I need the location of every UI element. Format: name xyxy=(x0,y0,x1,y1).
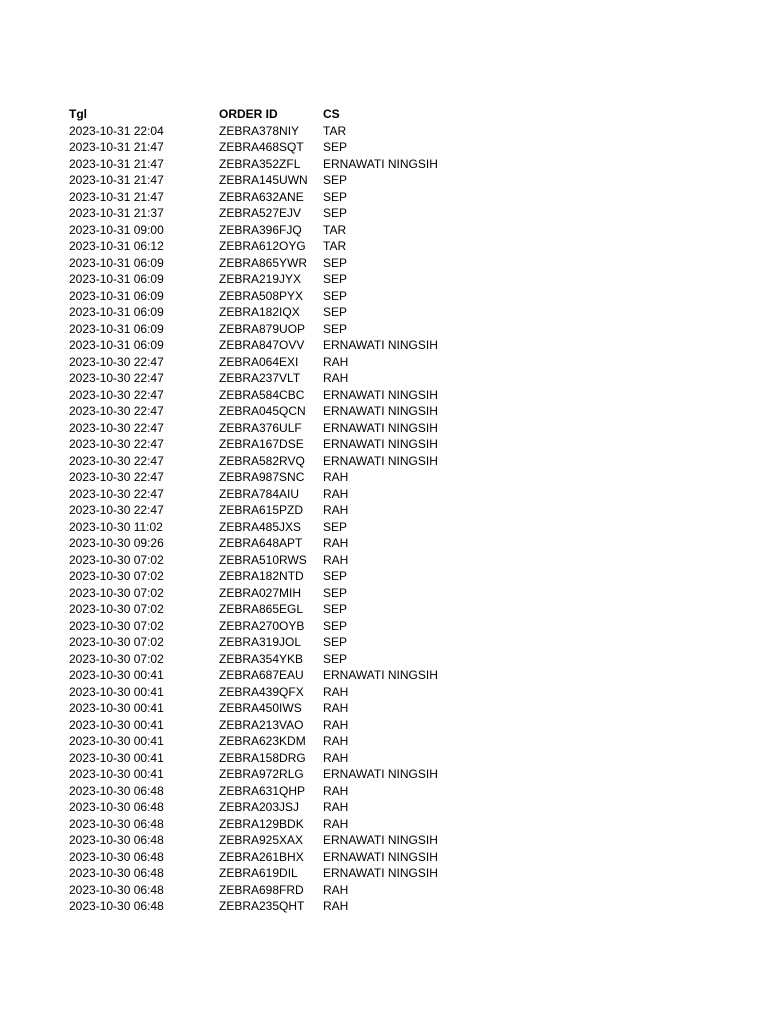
table-row xyxy=(69,601,523,618)
cell-cs: SEP xyxy=(323,618,348,633)
cell-cs: RAH xyxy=(323,816,349,831)
table-row xyxy=(69,337,523,354)
table-row xyxy=(69,123,523,140)
cell-order-id: ZEBRA167DSE xyxy=(219,437,304,451)
cell-order-id: ZEBRA485JXS xyxy=(219,519,302,534)
cell-cs: SEP xyxy=(323,651,348,666)
cell-cs: RAH xyxy=(323,750,349,765)
cell-tgl: 2023-10-30 07:02 xyxy=(69,618,164,633)
cell-cs: ERNAWATI NINGSIH xyxy=(323,404,438,418)
cell-tgl: 2023-10-30 06:48 xyxy=(69,882,164,897)
cell-tgl: 2023-10-31 09:00 xyxy=(69,222,164,237)
cell-tgl: 2023-10-30 00:41 xyxy=(69,668,164,682)
table-row xyxy=(69,634,523,651)
cell-tgl: 2023-10-30 00:41 xyxy=(69,717,164,732)
header-order-id: ORDER ID xyxy=(219,107,278,121)
table-row xyxy=(69,205,523,222)
table-row xyxy=(69,370,523,387)
cell-order-id: ZEBRA378NIY xyxy=(219,123,300,138)
cell-order-id: ZEBRA619DIL xyxy=(219,866,298,880)
cell-order-id: ZEBRA352ZFL xyxy=(219,156,301,171)
table-row xyxy=(69,816,523,833)
cell-tgl: 2023-10-30 06:48 xyxy=(69,833,164,847)
cell-cs: SEP xyxy=(323,519,348,534)
cell-order-id: ZEBRA237VLT xyxy=(219,371,301,385)
table-row xyxy=(69,684,523,701)
cell-tgl: 2023-10-31 21:47 xyxy=(69,173,164,187)
cell-tgl: 2023-10-30 22:47 xyxy=(69,453,164,468)
cell-order-id: ZEBRA396FJQ xyxy=(219,222,302,237)
cell-tgl: 2023-10-30 22:47 xyxy=(69,420,164,435)
cell-tgl: 2023-10-30 22:47 xyxy=(69,437,164,451)
cell-tgl: 2023-10-31 06:09 xyxy=(69,288,164,303)
table-row xyxy=(69,849,523,866)
table-row xyxy=(69,469,523,486)
cell-cs: SEP xyxy=(323,569,348,583)
cell-cs: SEP xyxy=(323,602,348,616)
cell-order-id: ZEBRA615PZD xyxy=(219,503,304,517)
cell-order-id: ZEBRA698FRD xyxy=(219,882,304,897)
table-row xyxy=(69,189,523,206)
order-table xyxy=(69,106,523,915)
cell-order-id: ZEBRA687EAU xyxy=(219,668,304,682)
cell-order-id: ZEBRA450IWS xyxy=(219,701,302,715)
cell-cs: TAR xyxy=(323,239,347,253)
cell-cs: RAH xyxy=(323,486,349,501)
cell-tgl: 2023-10-30 07:02 xyxy=(69,651,164,666)
cell-order-id: ZEBRA182IQX xyxy=(219,305,300,319)
cell-cs: RAH xyxy=(323,899,349,913)
cell-order-id: ZEBRA865EGL xyxy=(219,602,304,616)
cell-tgl: 2023-10-30 06:48 xyxy=(69,866,164,880)
cell-tgl: 2023-10-30 22:47 xyxy=(69,404,164,418)
cell-tgl: 2023-10-30 22:47 xyxy=(69,387,164,402)
table-row xyxy=(69,535,523,552)
table-row xyxy=(69,486,523,503)
table-row xyxy=(69,651,523,668)
cell-tgl: 2023-10-30 07:02 xyxy=(69,552,164,567)
table-row xyxy=(69,354,523,371)
cell-order-id: ZEBRA270OYB xyxy=(219,618,305,633)
cell-tgl: 2023-10-31 22:04 xyxy=(69,123,164,138)
cell-order-id: ZEBRA987SNC xyxy=(219,470,305,484)
cell-tgl: 2023-10-31 21:47 xyxy=(69,140,164,154)
cell-tgl: 2023-10-30 06:48 xyxy=(69,800,164,814)
cell-cs: SEP xyxy=(323,272,348,286)
cell-cs: SEP xyxy=(323,321,348,336)
cell-cs: ERNAWATI NINGSIH xyxy=(323,833,438,847)
table-row xyxy=(69,288,523,305)
cell-order-id: ZEBRA158DRG xyxy=(219,750,306,765)
cell-order-id: ZEBRA510RWS xyxy=(219,552,307,567)
table-row xyxy=(69,387,523,404)
cell-order-id: ZEBRA064EXI xyxy=(219,354,299,369)
cell-order-id: ZEBRA468SQT xyxy=(219,140,304,154)
cell-tgl: 2023-10-30 11:02 xyxy=(69,519,163,534)
table-row xyxy=(69,750,523,767)
cell-order-id: ZEBRA376ULF xyxy=(219,420,302,435)
table-row xyxy=(69,783,523,800)
cell-order-id: ZEBRA319JOL xyxy=(219,635,302,649)
cell-cs: ERNAWATI NINGSIH xyxy=(323,156,438,171)
table-row xyxy=(69,172,523,189)
cell-cs: SEP xyxy=(323,288,348,303)
cell-cs: ERNAWATI NINGSIH xyxy=(323,849,438,864)
table-row xyxy=(69,321,523,338)
cell-tgl: 2023-10-30 00:41 xyxy=(69,684,164,699)
cell-tgl: 2023-10-30 06:48 xyxy=(69,816,164,831)
cell-cs: ERNAWATI NINGSIH xyxy=(323,453,438,468)
cell-cs: RAH xyxy=(323,882,349,897)
header-tgl: Tgl xyxy=(69,107,87,121)
cell-order-id: ZEBRA354YKB xyxy=(219,651,304,666)
cell-cs: ERNAWATI NINGSIH xyxy=(323,387,438,402)
cell-cs: SEP xyxy=(323,255,348,270)
cell-tgl: 2023-10-30 00:41 xyxy=(69,701,164,715)
cell-tgl: 2023-10-30 07:02 xyxy=(69,635,164,649)
cell-cs: ERNAWATI NINGSIH xyxy=(323,668,438,682)
header-cs: CS xyxy=(323,107,340,121)
cell-tgl: 2023-10-30 22:47 xyxy=(69,371,164,385)
cell-cs: RAH xyxy=(323,371,349,385)
cell-cs: RAH xyxy=(323,354,349,369)
table-row xyxy=(69,865,523,882)
table-row xyxy=(69,667,523,684)
table-row xyxy=(69,568,523,585)
cell-order-id: ZEBRA784AIU xyxy=(219,486,300,501)
cell-cs: RAH xyxy=(323,717,349,732)
cell-order-id: ZEBRA129BDK xyxy=(219,816,304,831)
cell-order-id: ZEBRA508PYX xyxy=(219,288,304,303)
cell-order-id: ZEBRA631QHP xyxy=(219,783,306,798)
cell-cs: SEP xyxy=(323,206,348,220)
cell-tgl: 2023-10-30 00:41 xyxy=(69,767,164,781)
cell-tgl: 2023-10-30 22:47 xyxy=(69,354,164,369)
cell-order-id: ZEBRA632ANE xyxy=(219,189,304,204)
cell-tgl: 2023-10-30 07:02 xyxy=(69,569,164,583)
cell-order-id: ZEBRA612OYG xyxy=(219,239,306,253)
table-row xyxy=(69,436,523,453)
cell-order-id: ZEBRA584CBC xyxy=(219,387,305,402)
cell-order-id: ZEBRA623KDM xyxy=(219,734,306,748)
cell-cs: ERNAWATI NINGSIH xyxy=(323,767,438,781)
cell-order-id: ZEBRA865YWR xyxy=(219,255,308,270)
cell-tgl: 2023-10-31 21:47 xyxy=(69,156,164,171)
cell-cs: ERNAWATI NINGSIH xyxy=(323,866,438,880)
cell-cs: RAH xyxy=(323,701,349,715)
cell-tgl: 2023-10-30 06:48 xyxy=(69,849,164,864)
cell-cs: SEP xyxy=(323,305,348,319)
cell-cs: RAH xyxy=(323,503,349,517)
table-row xyxy=(69,717,523,734)
cell-cs: ERNAWATI NINGSIH xyxy=(323,338,438,352)
cell-tgl: 2023-10-31 06:12 xyxy=(69,239,164,253)
cell-tgl: 2023-10-30 06:48 xyxy=(69,783,164,798)
cell-tgl: 2023-10-30 22:47 xyxy=(69,503,164,517)
cell-cs: ERNAWATI NINGSIH xyxy=(323,420,438,435)
table-row xyxy=(69,882,523,899)
table-row xyxy=(69,238,523,255)
cell-order-id: ZEBRA582RVQ xyxy=(219,453,305,468)
table-row xyxy=(69,420,523,437)
cell-tgl: 2023-10-31 06:09 xyxy=(69,255,164,270)
cell-tgl: 2023-10-31 06:09 xyxy=(69,338,164,352)
cell-cs: SEP xyxy=(323,140,348,154)
cell-cs: RAH xyxy=(323,800,349,814)
cell-tgl: 2023-10-30 22:47 xyxy=(69,486,164,501)
cell-tgl: 2023-10-31 06:09 xyxy=(69,272,164,286)
cell-order-id: ZEBRA203JSJ xyxy=(219,800,300,814)
table-row xyxy=(69,832,523,849)
table-row xyxy=(69,898,523,915)
table-row xyxy=(69,502,523,519)
table-row xyxy=(69,139,523,156)
cell-cs: SEP xyxy=(323,173,348,187)
cell-cs: TAR xyxy=(323,222,347,237)
cell-tgl: 2023-10-30 00:41 xyxy=(69,750,164,765)
table-header-row xyxy=(69,106,523,123)
cell-tgl: 2023-10-30 22:47 xyxy=(69,470,164,484)
table-row xyxy=(69,700,523,717)
cell-cs: SEP xyxy=(323,585,348,600)
cell-order-id: ZEBRA972RLG xyxy=(219,767,304,781)
table-row xyxy=(69,255,523,272)
table-row xyxy=(69,453,523,470)
cell-cs: RAH xyxy=(323,684,349,699)
table-row xyxy=(69,733,523,750)
cell-tgl: 2023-10-30 07:02 xyxy=(69,602,164,616)
cell-tgl: 2023-10-30 09:26 xyxy=(69,536,164,550)
cell-order-id: ZEBRA439QFX xyxy=(219,684,304,699)
cell-order-id: ZEBRA879UOP xyxy=(219,321,306,336)
cell-cs: SEP xyxy=(323,189,348,204)
cell-tgl: 2023-10-30 07:02 xyxy=(69,585,164,600)
table-row xyxy=(69,618,523,635)
cell-order-id: ZEBRA182NTD xyxy=(219,569,304,583)
cell-tgl: 2023-10-30 00:41 xyxy=(69,734,164,748)
cell-order-id: ZEBRA527EJV xyxy=(219,206,302,220)
cell-order-id: ZEBRA648APT xyxy=(219,536,303,550)
cell-cs: RAH xyxy=(323,783,349,798)
cell-order-id: ZEBRA027MIH xyxy=(219,585,302,600)
table-row xyxy=(69,304,523,321)
cell-order-id: ZEBRA213VAO xyxy=(219,717,304,732)
table-row xyxy=(69,222,523,239)
cell-cs: SEP xyxy=(323,635,348,649)
table-row xyxy=(69,766,523,783)
cell-tgl: 2023-10-31 21:37 xyxy=(69,206,164,220)
table-row xyxy=(69,585,523,602)
cell-order-id: ZEBRA145UWN xyxy=(219,173,308,187)
table-row xyxy=(69,519,523,536)
cell-cs: RAH xyxy=(323,470,349,484)
table-row xyxy=(69,799,523,816)
cell-order-id: ZEBRA219JYX xyxy=(219,272,302,286)
table-row xyxy=(69,552,523,569)
cell-order-id: ZEBRA925XAX xyxy=(219,833,304,847)
table-row xyxy=(69,271,523,288)
cell-order-id: ZEBRA235QHT xyxy=(219,899,305,913)
cell-tgl: 2023-10-31 21:47 xyxy=(69,189,164,204)
cell-order-id: ZEBRA045QCN xyxy=(219,404,306,418)
table-body xyxy=(69,123,523,915)
cell-cs: RAH xyxy=(323,552,349,567)
cell-cs: TAR xyxy=(323,123,347,138)
table-row xyxy=(69,156,523,173)
cell-order-id: ZEBRA261BHX xyxy=(219,849,304,864)
cell-tgl: 2023-10-30 06:48 xyxy=(69,899,164,913)
cell-tgl: 2023-10-31 06:09 xyxy=(69,321,164,336)
cell-cs: ERNAWATI NINGSIH xyxy=(323,437,438,451)
cell-tgl: 2023-10-31 06:09 xyxy=(69,305,164,319)
table-row xyxy=(69,403,523,420)
cell-order-id: ZEBRA847OVV xyxy=(219,338,305,352)
cell-cs: RAH xyxy=(323,536,349,550)
cell-cs: RAH xyxy=(323,734,349,748)
